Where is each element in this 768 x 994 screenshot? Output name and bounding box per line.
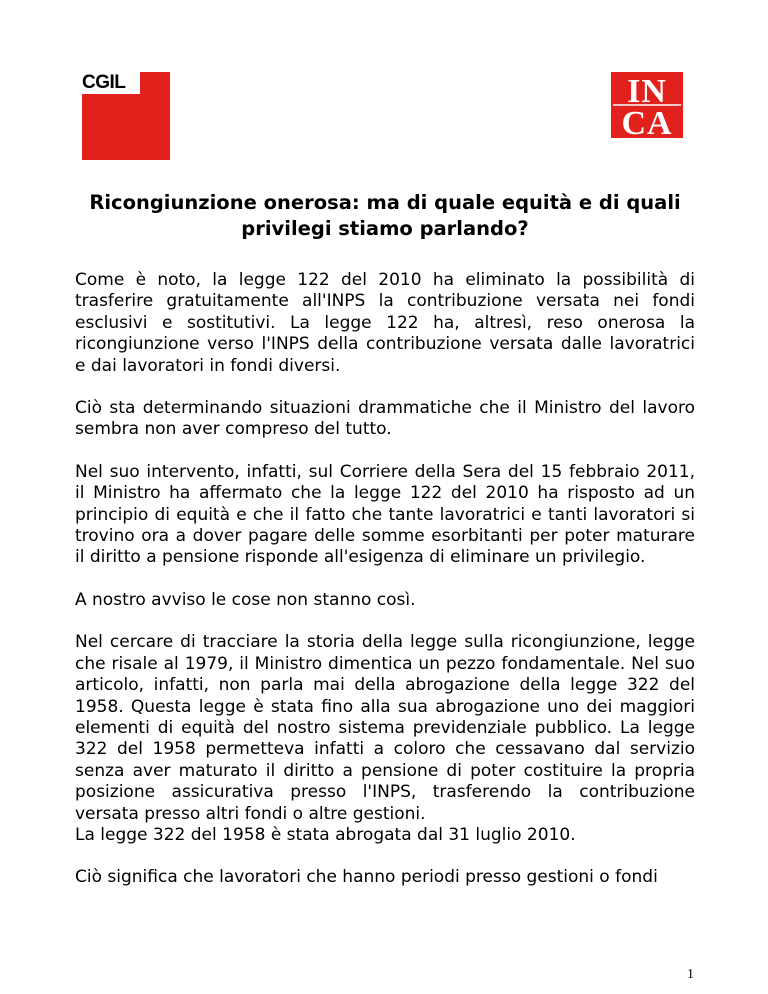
paragraph-2: Ciò sta determinando situazioni drammatiche che il Ministro del lavoro sembra non aver compreso del tutto. [75, 398, 695, 440]
inca-logo-line1: IN [627, 73, 667, 110]
inca-logo-line2: CA [621, 105, 673, 138]
paragraph-5: Nel cercare di tracciare la storia della legge sulla ricongiunzione, legge che risale al 1979, il Ministro dimentica un pezzo fondamentale. Nel suo articolo, infatti, non parla mai della abrogazione della legge 322 del 1958. Questa legge è stata fino alla sua abrogazione uno dei maggiori elementi di equità del nostro sistema previdenziale pubblico. La legge 322 del 1958 permetteva infatti a coloro che cessavano dal servizio senza aver maturato il diritto a pensione di poter costituire la propria posizione assicurativa presso l'INPS, trasferendo la contribuzione versata presso altri fondi o altre gestioni. [75, 632, 695, 824]
inca-logo [611, 72, 683, 138]
cgil-logo-text: CGIL [82, 72, 126, 93]
paragraph-7: Ciò significa che lavoratori che hanno periodi presso gestioni o fondi [75, 867, 658, 888]
document-title: Ricongiunzione onerosa: ma di quale equità e di quali privilegi stiamo parlando? [89, 191, 681, 240]
document-body [75, 190, 695, 889]
cgil-logo [82, 72, 170, 160]
inca-logo-graphic [611, 72, 683, 138]
paragraph-3: Nel suo intervento, infatti, sul Corriere della Sera del 15 febbraio 2011, il Ministro ha affermato che la legge 122 del 2010 ha risposto ad un principio di equità e che il fatto che tante lavoratrici e tanti lavoratori si trovino ora a dover pagare delle somme esorbitanti per poter maturare il diritto a pensione risponde all'esigenza di eliminare un privilegio. [75, 461, 695, 568]
paragraph-6: La legge 322 del 1958 è stata abrogata dal 31 luglio 2010. [75, 824, 576, 845]
paragraph-4: A nostro avviso le cose non stanno così. [75, 589, 416, 610]
cgil-logo-block [82, 94, 170, 160]
paragraph-1: Come è noto, la legge 122 del 2010 ha eliminato la possibilità di trasferire gratuitamente all'INPS la contribuzione versata nei fondi esclusivi e sostitutivi. La legge 122 ha, altresì, reso onerosa la ricongiunzione verso l'INPS della contribuzione versata dalle lavoratrici e dai lavoratori in fondi diversi. [75, 270, 695, 376]
page-number: 1 [687, 967, 694, 982]
